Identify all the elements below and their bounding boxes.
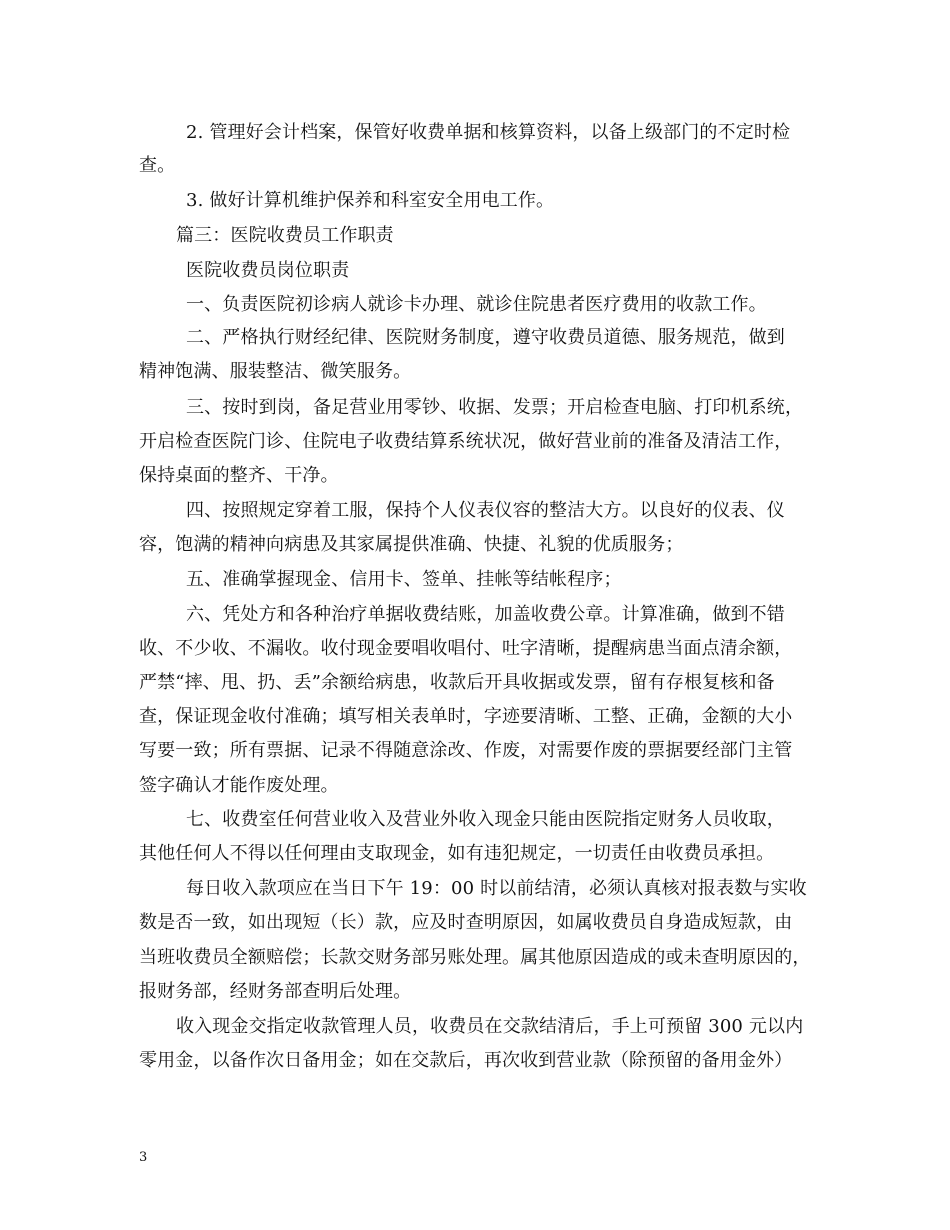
text-line: 报财务部，经财务部查明后处理。 — [139, 981, 412, 1002]
section-heading: 篇三：医院收费员工作职责 — [176, 225, 394, 246]
text-line: 2. 管理好会计档案，保管好收费单据和核算资料，以备上级部门的不定时检 — [186, 122, 791, 143]
text-line: 四、按照规定穿着工服，保持个人仪表仪容的整洁大方。以良好的仪表、仪 — [186, 500, 785, 521]
text-line: 收、不少收、不漏收。收付现金要唱收唱付、吐字清晰，提醒病患当面点清余额， — [139, 638, 793, 659]
text-line: 三、按时到岗，备足营业用零钞、收据、发票；开启检查电脑、打印机系统， — [186, 397, 804, 418]
text-line: 签字确认才能作废处理。 — [139, 775, 339, 796]
page-number: 3 — [139, 1150, 148, 1165]
text-line: 六、凭处方和各种治疗单据收费结账，加盖收费公章。计算准确，做到不错 — [186, 604, 785, 625]
text-line: 零用金，以备作次日备用金；如在交款后，再次收到营业款（除预留的备用金外） — [139, 1050, 793, 1071]
text-line: 容，饱满的精神向病患及其家属提供准确、快捷、礼貌的优质服务； — [139, 534, 684, 555]
text-line: 严禁“摔、甩、扔、丢”余额给病患，收款后开具收据或发票，留有存根复核和备 — [139, 672, 775, 693]
text-line: 保持桌面的整齐、干净。 — [139, 465, 339, 486]
text-line: 查。 — [139, 155, 176, 176]
subsection-heading: 医院收费员岗位职责 — [186, 260, 350, 281]
text-line: 收入现金交指定收款管理人员，收费员在交款结清后，手上可预留 300 元以内 — [176, 1016, 804, 1037]
text-line: 一、负责医院初诊病人就诊卡办理、就诊住院患者医疗费用的收款工作。 — [186, 294, 767, 315]
text-line: 其他任何人不得以任何理由支取现金，如有违犯规定，一切责任由收费员承担。 — [139, 843, 775, 864]
text-line: 写要一致；所有票据、记录不得随意涂改、作废，对需要作废的票据要经部门主管 — [139, 740, 793, 761]
text-line: 每日收入款项应在当日下午 19：00 时以前结清，必须认真核对报表数与实收 — [186, 878, 807, 899]
text-line: 3. 做好计算机维护保养和科室安全用电工作。 — [186, 190, 555, 211]
text-line: 开启检查医院门诊、住院电子收费结算系统状况，做好营业前的准备及清洁工作， — [139, 431, 793, 452]
text-line: 精神饱满、服装整洁、微笑服务。 — [139, 361, 412, 382]
text-line: 七、收费室任何营业收入及营业外收入现金只能由医院指定财务人员收取， — [186, 809, 785, 830]
text-line: 当班收费员全额赔偿；长款交财务部另账处理。属其他原因造成的或未查明原因的， — [139, 947, 811, 968]
text-line: 五、准确掌握现金、信用卡、签单、挂帐等结帐程序； — [186, 569, 622, 590]
text-line: 二、严格执行财经纪律、医院财务制度，遵守收费员道德、服务规范，做到 — [186, 327, 785, 348]
text-line: 查，保证现金收付准确；填写相关表单时，字迹要清晰、工整、正确，金额的大小 — [139, 706, 793, 727]
text-line: 数是否一致，如出现短（长）款，应及时查明原因，如属收费员自身造成短款，由 — [139, 912, 793, 933]
